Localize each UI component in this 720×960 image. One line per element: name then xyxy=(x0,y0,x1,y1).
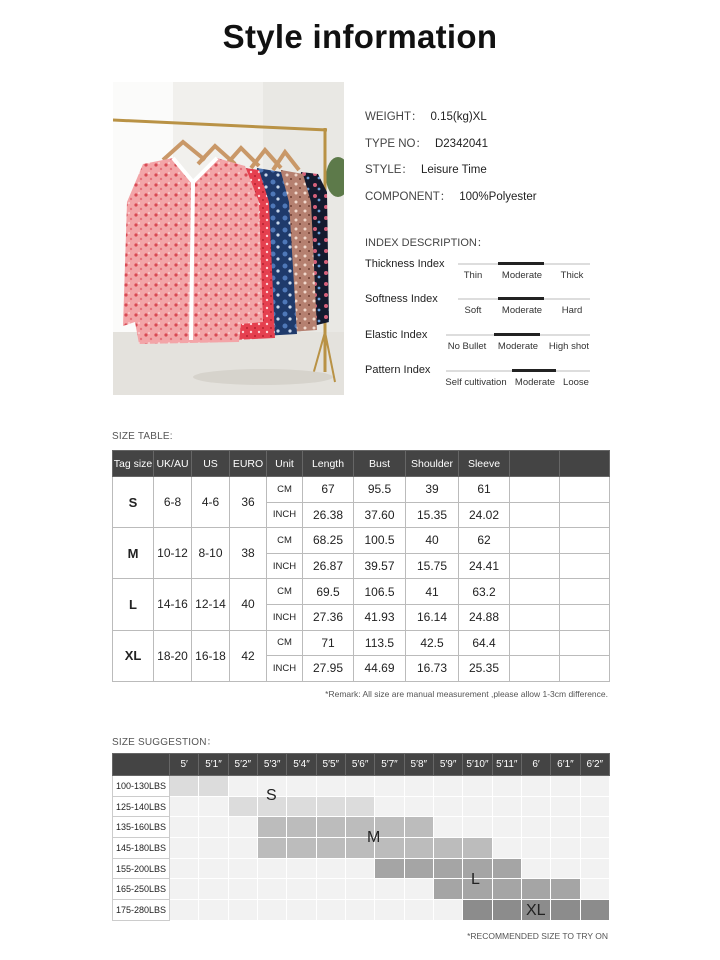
grid-cell xyxy=(492,879,521,900)
grid-cell xyxy=(433,838,462,859)
cell-shoulder: 41 xyxy=(406,579,459,605)
cell-empty xyxy=(510,502,560,528)
header-uk-au: UK/AU xyxy=(154,451,192,477)
grid-cell xyxy=(228,796,257,817)
cell-empty xyxy=(510,579,560,605)
size-table-header xyxy=(113,451,610,477)
index-pattern-label: Pattern Index xyxy=(365,364,431,376)
unit-cm: CM xyxy=(267,630,303,656)
grid-cell xyxy=(199,838,228,859)
grid-cell xyxy=(345,900,374,921)
grid-cell xyxy=(257,817,286,838)
size-remark: *Remark: All size are manual measurement ,please allow 1-3cm difference. xyxy=(325,689,608,699)
info-component-label: COMPONENT： xyxy=(365,191,452,203)
cell-empty xyxy=(510,604,560,630)
index-elastic-marker xyxy=(494,333,540,336)
product-photo xyxy=(113,82,344,395)
index-thickness-label: Thickness Index xyxy=(365,258,445,270)
cell-bust: 95.5 xyxy=(354,477,406,503)
header-shoulder: Shoulder xyxy=(406,451,459,477)
info-component xyxy=(365,188,537,204)
size-tag: L xyxy=(113,579,154,630)
cell-sleeve: 24.88 xyxy=(459,604,510,630)
weight-row-label: 145-180LBS xyxy=(113,838,170,859)
grid-cell xyxy=(551,879,580,900)
table-row xyxy=(113,528,610,554)
grid-cell xyxy=(404,817,433,838)
grid-cell xyxy=(316,858,345,879)
grid-cell xyxy=(316,796,345,817)
grid-cell xyxy=(521,858,550,879)
grid-cell xyxy=(580,776,609,797)
height-col: 5′5″ xyxy=(316,754,345,776)
size-us: 8-10 xyxy=(192,528,230,579)
unit-inch: INCH xyxy=(267,604,303,630)
index-elastic-opt-2: Moderate xyxy=(497,341,539,352)
grid-cell xyxy=(287,858,316,879)
grid-cell xyxy=(287,879,316,900)
grid-cell xyxy=(521,879,550,900)
grid-cell xyxy=(170,817,199,838)
grid-cell xyxy=(345,858,374,879)
height-col: 5′8″ xyxy=(404,754,433,776)
table-row xyxy=(113,579,610,605)
cell-shoulder: 39 xyxy=(406,477,459,503)
height-col: 6′ xyxy=(521,754,550,776)
grid-cell xyxy=(521,838,550,859)
grid-cell xyxy=(257,900,286,921)
cell-empty xyxy=(560,502,610,528)
index-thickness-opt-2: Moderate xyxy=(501,270,543,281)
index-thickness-opt-1: Thin xyxy=(463,270,483,281)
grid-cell xyxy=(287,900,316,921)
grid-cell xyxy=(433,858,462,879)
grid-cell xyxy=(345,796,374,817)
index-elastic-label: Elastic Index xyxy=(365,329,428,341)
grid-cell xyxy=(463,900,492,921)
cell-empty xyxy=(510,553,560,579)
height-col: 5′4″ xyxy=(287,754,316,776)
grid-cell xyxy=(257,838,286,859)
zone-label-m: M xyxy=(367,829,381,846)
grid-cell xyxy=(404,879,433,900)
info-component-value: 100%Polyester xyxy=(459,191,537,203)
grid-cell xyxy=(463,817,492,838)
grid-cell xyxy=(580,879,609,900)
index-softness-opt-1: Soft xyxy=(464,305,482,316)
info-weight-label: WEIGHT： xyxy=(365,111,423,123)
height-col: 5′6″ xyxy=(345,754,374,776)
cell-bust: 106.5 xyxy=(354,579,406,605)
grid-cell xyxy=(521,776,550,797)
cell-bust: 39.57 xyxy=(354,553,406,579)
header-unit: Unit xyxy=(267,451,303,477)
info-type-label: TYPE NO： xyxy=(365,138,427,150)
grid-cell xyxy=(287,776,316,797)
weight-row-label: 165-250LBS xyxy=(113,879,170,900)
table-row xyxy=(113,776,610,797)
cell-shoulder: 16.14 xyxy=(406,604,459,630)
cell-empty xyxy=(560,553,610,579)
grid-cell xyxy=(228,900,257,921)
grid-cell xyxy=(375,796,404,817)
cell-sleeve: 62 xyxy=(459,528,510,554)
height-col: 5′ xyxy=(170,754,199,776)
cell-shoulder: 15.35 xyxy=(406,502,459,528)
size-uk: 6-8 xyxy=(154,477,192,528)
unit-inch: INCH xyxy=(267,502,303,528)
grid-cell xyxy=(463,776,492,797)
size-table-label: SIZE TABLE: xyxy=(112,431,173,442)
cell-length: 67 xyxy=(303,477,354,503)
grid-cell xyxy=(492,776,521,797)
cell-length: 69.5 xyxy=(303,579,354,605)
cell-bust: 44.69 xyxy=(354,656,406,682)
size-euro: 38 xyxy=(230,528,267,579)
cell-shoulder: 16.73 xyxy=(406,656,459,682)
grid-cell xyxy=(257,858,286,879)
cell-bust: 37.60 xyxy=(354,502,406,528)
table-row xyxy=(113,879,610,900)
grid-cell xyxy=(199,796,228,817)
grid-cell xyxy=(404,796,433,817)
cell-length: 68.25 xyxy=(303,528,354,554)
cell-empty xyxy=(510,656,560,682)
grid-cell xyxy=(580,838,609,859)
grid-cell xyxy=(551,858,580,879)
table-row xyxy=(113,477,610,503)
height-col: 5′2″ xyxy=(228,754,257,776)
cell-shoulder: 15.75 xyxy=(406,553,459,579)
zone-label-l: L xyxy=(471,871,480,888)
grid-cell xyxy=(199,858,228,879)
unit-cm: CM xyxy=(267,528,303,554)
cell-empty xyxy=(560,528,610,554)
header-corner xyxy=(113,754,170,776)
height-col: 5′11″ xyxy=(492,754,521,776)
grid-cell xyxy=(228,858,257,879)
grid-cell xyxy=(375,879,404,900)
info-style xyxy=(365,161,487,177)
cell-empty xyxy=(560,477,610,503)
cell-empty xyxy=(560,656,610,682)
info-type-value: D2342041 xyxy=(434,138,489,150)
table-row xyxy=(113,630,610,656)
grid-cell xyxy=(228,838,257,859)
cell-empty xyxy=(510,630,560,656)
header-bust: Bust xyxy=(354,451,406,477)
grid-cell xyxy=(170,900,199,921)
size-euro: 36 xyxy=(230,477,267,528)
height-col: 5′3″ xyxy=(257,754,286,776)
index-softness-label: Softness Index xyxy=(365,293,438,305)
grid-cell xyxy=(521,796,550,817)
grid-cell xyxy=(257,879,286,900)
header-euro: EURO xyxy=(230,451,267,477)
size-tag: XL xyxy=(113,630,154,681)
header-us: US xyxy=(192,451,230,477)
cell-bust: 100.5 xyxy=(354,528,406,554)
product-photo-illustration xyxy=(113,82,344,395)
weight-row-label: 175-280LBS xyxy=(113,900,170,921)
size-us: 4-6 xyxy=(192,477,230,528)
grid-cell xyxy=(345,776,374,797)
index-pattern-marker xyxy=(512,369,556,372)
grid-cell xyxy=(228,776,257,797)
index-softness-opt-2: Moderate xyxy=(501,305,543,316)
height-col: 6′1″ xyxy=(551,754,580,776)
grid-cell xyxy=(492,900,521,921)
grid-cell xyxy=(170,776,199,797)
cell-shoulder: 42.5 xyxy=(406,630,459,656)
height-col: 5′10″ xyxy=(463,754,492,776)
cell-length: 26.38 xyxy=(303,502,354,528)
cell-bust: 41.93 xyxy=(354,604,406,630)
grid-cell xyxy=(492,796,521,817)
cell-empty xyxy=(560,579,610,605)
size-uk: 18-20 xyxy=(154,630,192,681)
size-us: 16-18 xyxy=(192,630,230,681)
index-pattern-opt-1: Self cultivation xyxy=(445,377,507,388)
info-weight xyxy=(365,108,487,124)
size-uk: 14-16 xyxy=(154,579,192,630)
index-pattern-opt-2: Moderate xyxy=(514,377,556,388)
grid-cell xyxy=(433,900,462,921)
index-softness-opt-3: Hard xyxy=(561,305,583,316)
height-col: 5′1″ xyxy=(199,754,228,776)
height-col: 5′9″ xyxy=(433,754,462,776)
info-style-value: Leisure Time xyxy=(420,164,487,176)
grid-cell xyxy=(287,796,316,817)
unit-cm: CM xyxy=(267,579,303,605)
grid-cell xyxy=(433,776,462,797)
index-elastic-opt-3: High shot xyxy=(548,341,590,352)
cell-length: 27.36 xyxy=(303,604,354,630)
grid-cell xyxy=(492,838,521,859)
info-style-label: STYLE： xyxy=(365,164,413,176)
grid-cell xyxy=(375,900,404,921)
grid-cell xyxy=(433,817,462,838)
size-table xyxy=(112,450,610,682)
recommend-footer: *RECOMMENDED SIZE TO TRY ON xyxy=(467,931,608,941)
grid-cell xyxy=(287,817,316,838)
size-uk: 10-12 xyxy=(154,528,192,579)
unit-inch: INCH xyxy=(267,656,303,682)
size-suggestion-label: SIZE SUGGESTION： xyxy=(112,737,217,748)
size-suggestion-table xyxy=(112,753,610,921)
grid-cell xyxy=(551,776,580,797)
grid-cell xyxy=(551,796,580,817)
index-softness-marker xyxy=(498,297,544,300)
table-row xyxy=(113,796,610,817)
grid-cell xyxy=(433,879,462,900)
unit-cm: CM xyxy=(267,477,303,503)
grid-cell xyxy=(433,796,462,817)
grid-cell xyxy=(316,838,345,859)
height-col: 6′2″ xyxy=(580,754,609,776)
cell-sleeve: 24.02 xyxy=(459,502,510,528)
grid-cell xyxy=(492,858,521,879)
grid-cell xyxy=(463,838,492,859)
grid-cell xyxy=(551,838,580,859)
grid-cell xyxy=(404,776,433,797)
size-euro: 40 xyxy=(230,579,267,630)
grid-cell xyxy=(170,858,199,879)
unit-inch: INCH xyxy=(267,553,303,579)
grid-cell xyxy=(199,900,228,921)
grid-cell xyxy=(375,776,404,797)
cell-length: 27.95 xyxy=(303,656,354,682)
grid-cell xyxy=(170,879,199,900)
grid-cell xyxy=(492,817,521,838)
table-row xyxy=(113,838,610,859)
cell-empty xyxy=(560,630,610,656)
grid-cell xyxy=(551,817,580,838)
size-euro: 42 xyxy=(230,630,267,681)
grid-cell xyxy=(404,900,433,921)
grid-cell xyxy=(170,796,199,817)
grid-cell xyxy=(199,817,228,838)
cell-sleeve: 24.41 xyxy=(459,553,510,579)
grid-cell xyxy=(580,796,609,817)
weight-row-label: 155-200LBS xyxy=(113,858,170,879)
cell-empty xyxy=(510,528,560,554)
grid-cell xyxy=(316,776,345,797)
cell-length: 26.87 xyxy=(303,553,354,579)
cell-length: 71 xyxy=(303,630,354,656)
grid-cell xyxy=(551,900,580,921)
grid-cell xyxy=(404,858,433,879)
index-thickness-marker xyxy=(498,262,544,265)
grid-cell xyxy=(199,776,228,797)
grid-cell xyxy=(521,817,550,838)
grid-cell xyxy=(228,817,257,838)
header-length: Length xyxy=(303,451,354,477)
index-pattern-opt-3: Loose xyxy=(563,377,589,388)
grid-cell xyxy=(404,838,433,859)
info-type xyxy=(365,135,488,151)
weight-row-label: 100-130LBS xyxy=(113,776,170,797)
table-row xyxy=(113,817,610,838)
page-title: Style information xyxy=(222,18,498,55)
grid-cell xyxy=(316,817,345,838)
cell-bust: 113.5 xyxy=(354,630,406,656)
index-elastic-opt-1: No Bullet xyxy=(447,341,487,352)
cell-shoulder: 40 xyxy=(406,528,459,554)
size-us: 12-14 xyxy=(192,579,230,630)
zone-label-s: S xyxy=(266,787,277,804)
cell-sleeve: 61 xyxy=(459,477,510,503)
header-tag-size: Tag size xyxy=(113,451,154,477)
grid-cell xyxy=(580,900,609,921)
index-thickness-opt-3: Thick xyxy=(560,270,584,281)
cell-sleeve: 64.4 xyxy=(459,630,510,656)
index-title: INDEX DESCRIPTION： xyxy=(365,237,488,249)
size-tag: M xyxy=(113,528,154,579)
header-empty-1 xyxy=(510,451,560,477)
grid-cell xyxy=(316,879,345,900)
cell-sleeve: 25.35 xyxy=(459,656,510,682)
grid-cell xyxy=(287,838,316,859)
suggestion-header xyxy=(113,754,610,776)
grid-cell xyxy=(375,858,404,879)
zone-label-xl: XL xyxy=(526,902,546,919)
size-tag: S xyxy=(113,477,154,528)
header-sleeve: Sleeve xyxy=(459,451,510,477)
grid-cell xyxy=(228,879,257,900)
grid-cell xyxy=(580,858,609,879)
header-empty-2 xyxy=(560,451,610,477)
table-row xyxy=(113,858,610,879)
cell-empty xyxy=(560,604,610,630)
grid-cell xyxy=(316,900,345,921)
grid-cell xyxy=(170,838,199,859)
height-col: 5′7″ xyxy=(375,754,404,776)
cell-sleeve: 63.2 xyxy=(459,579,510,605)
weight-row-label: 135-160LBS xyxy=(113,817,170,838)
grid-cell xyxy=(345,879,374,900)
cell-empty xyxy=(510,477,560,503)
grid-cell xyxy=(199,879,228,900)
grid-cell xyxy=(463,796,492,817)
info-weight-value: 0.15(kg)XL xyxy=(430,111,487,123)
grid-cell xyxy=(580,817,609,838)
weight-row-label: 125-140LBS xyxy=(113,796,170,817)
